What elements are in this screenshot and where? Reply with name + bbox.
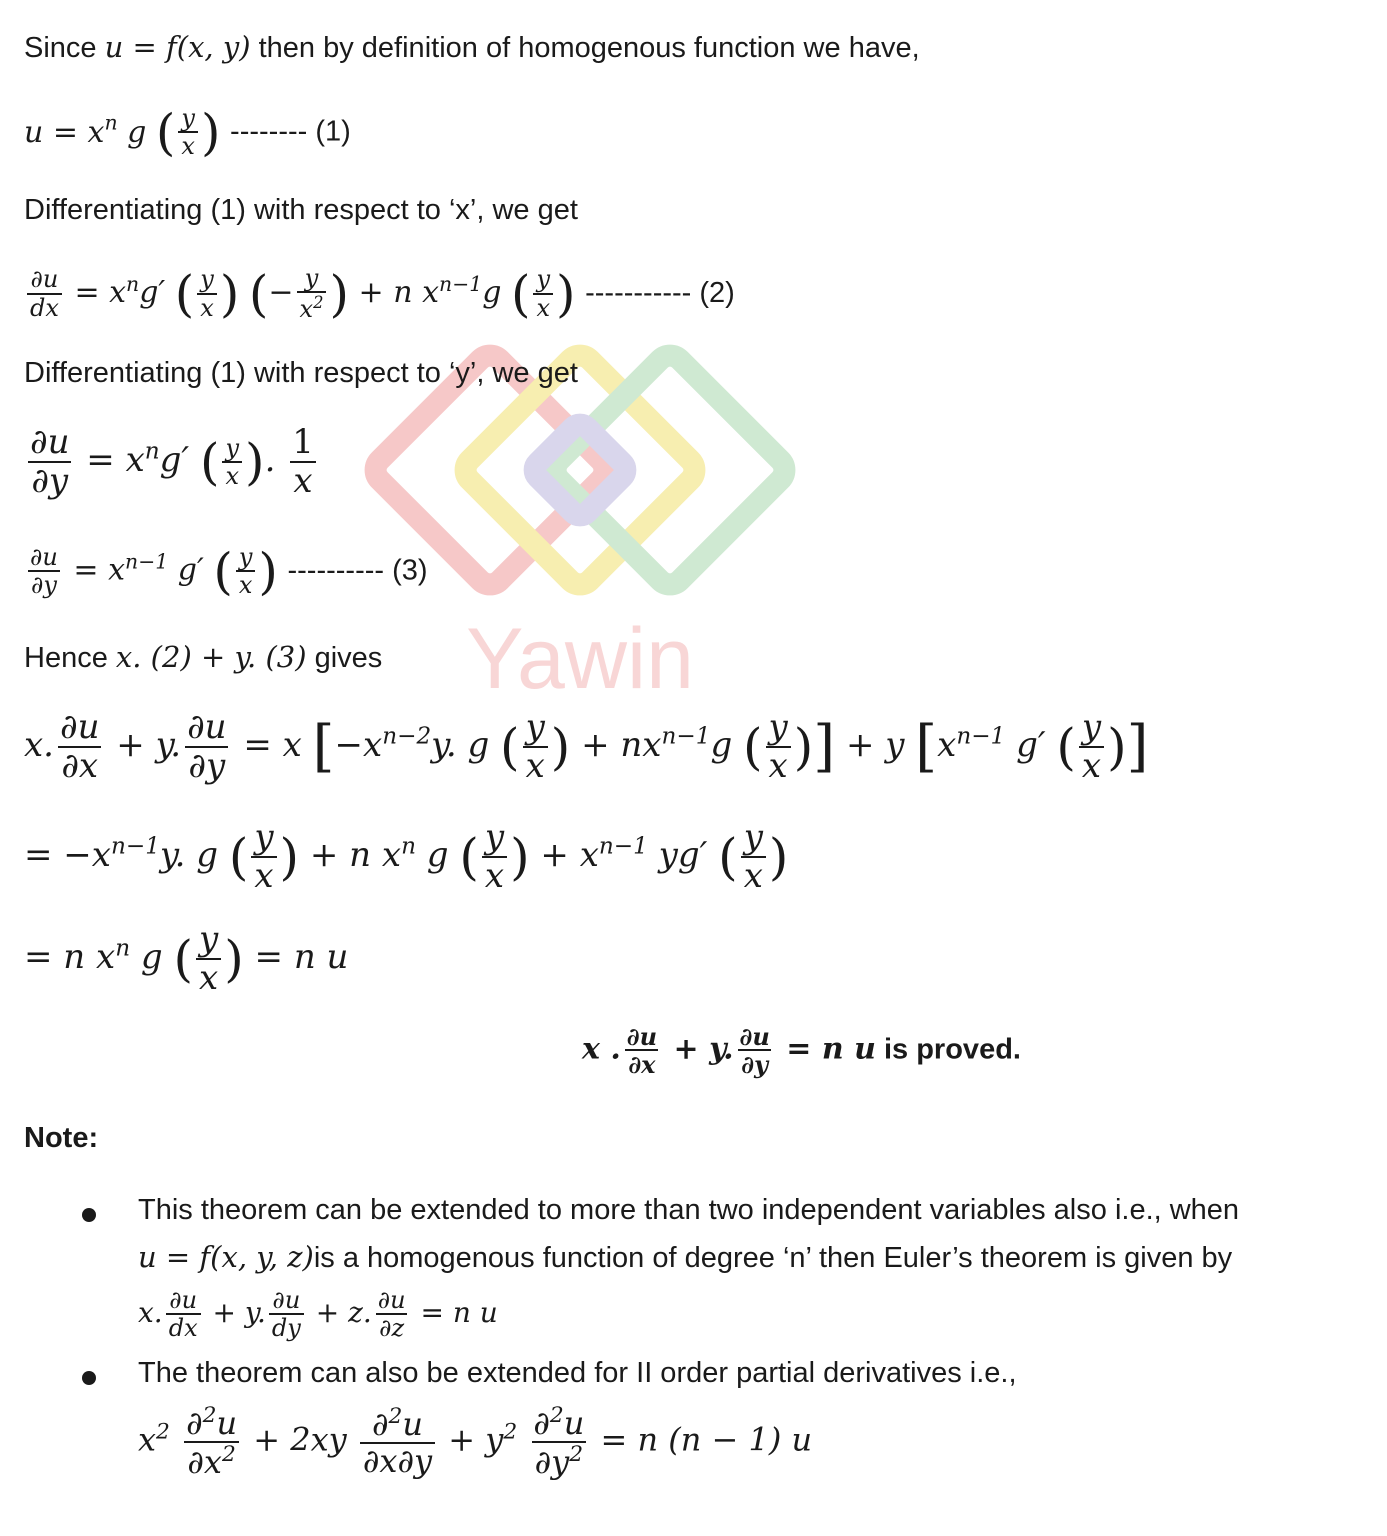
bullet-1-line-1: This theorem can be extended to more than two independent variables also i.e., when [138,1194,1240,1226]
equation-5: = $-x^{n-1}y$. g ( $\frac{y}{x}$ ) + n $x^n$ g ( $\frac{y}{x}$ ) + $x^{n-1}$ yg′ ( $\frac{y}{x}$ ) [24,817,789,896]
diff-x-text: Differentiating (1) with respect to ‘x’, we get [24,194,578,226]
eq1-lhs: u = x [24,114,105,150]
bullet-1-equation: x. $\frac{\partial u}{dx}$ + y. $\frac{\partial u}{dy}$ + z. $\frac{\partial u}{\partial z}$ = n u [138,1286,498,1343]
proved-text: is proved. [875,1033,1021,1066]
diff-y-text: Differentiating (1) with respect to ‘y’, we get [24,357,578,389]
eq1-fraction: $\frac{y}{x}$ [178,106,198,159]
eq1-g: g [127,114,147,150]
bullet-dot-1 [82,1208,96,1222]
watermark-text: Yawin [466,611,694,707]
bullet-1-line-2: u = f(x, y, z)is a homogenous function of degree ‘n’ then Euler’s theorem is given by [138,1240,1233,1274]
equation-du-dy: $\frac{\partial u}{\partial y}$ = $x^ng'$ ( $\frac{y}{x}$ ). $\frac{1}{x}$ [30,422,314,501]
green-diamond [550,350,790,590]
eq3-tag: ---------- (3) [287,554,428,587]
equation-1: $u = x^n$ g ( $\frac{y}{x}$ ) -------- (1) [24,103,351,162]
equation-4: x. $\frac{\partial u}{\partial x}$ + y. $\frac{\partial u}{\partial y}$ = x [$-x^{n-2}y$. g ( $\frac{y}{x}$ ) + $nx^{n-1}g$ ( $\frac{y}{x}$ )] + y [$x^{n-1}$ g′ ( $\frac{y}{x}$ )] [24,707,1149,786]
equation-6: = n $x^n$ g ( $\frac{y}{x}$ ) = n u [24,919,349,998]
eq1-exp: n [104,110,118,135]
eq2-part1: = x [74,275,127,311]
hence-line: Hence x. (2) + y. (3) gives [24,640,383,674]
purple-diamond [531,421,630,520]
bullet-2-equation: $x^2$ $\frac{\partial^2u}{\partial x^2}$ + 2xy $\frac{\partial^2u}{\partial x\partial y}$ + $y^2$ $\frac{\partial^2u}{\partial y^2}$ = n (n − 1) u [138,1403,813,1481]
eq2-plus-term: + n x [358,275,439,311]
intro-before: Since [24,32,105,64]
proved-line: x . $\frac{\partial u}{\partial x}$ + y. $\frac{\partial u}{\partial y}$ = n u is proved. [582,1022,1021,1080]
equation-3: $\frac{\partial u}{\partial y}$ = $x^{n-1}$ g′ ( $\frac{y}{x}$ ) ---------- (3) [24,545,428,598]
bullet-2-line-1: The theorem can also be extended for II order partial derivatives i.e., [138,1357,1017,1389]
eq1-tag: -------- (1) [230,115,351,148]
intro-after: then by definition of homogenous function we have, [250,32,920,64]
equation-2: $\frac{\partial u}{dx}$ = $x^ng'$ ( $\frac{y}{x}$ ) (− $\frac{y}{x^2}$ ) + n $x^{n-1}g$ ( $\frac{y}{x}$ ) ----------- (2) [24,266,735,322]
eq2-du-dx: $\frac{\partial u}{dx}$ [27,267,62,320]
intro-line [24,30,920,65]
eq2-tag: ----------- (2) [585,277,735,310]
intro-math: u = f(x, y) [104,30,251,64]
note-label: Note: [24,1122,99,1154]
eq2-gprime: g′ [139,275,166,311]
bullet-dot-2 [82,1371,96,1385]
